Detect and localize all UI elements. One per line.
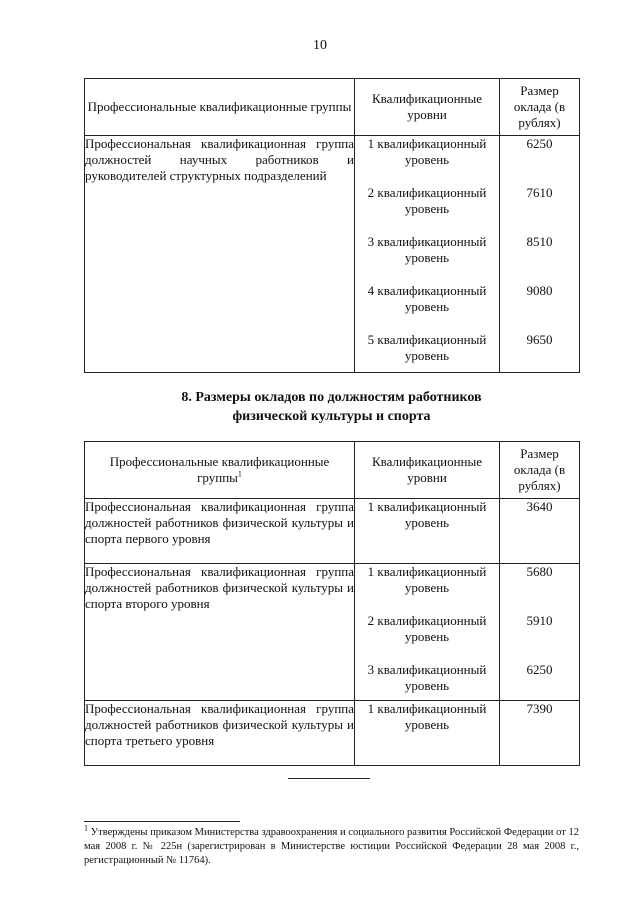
footnote-rule [84, 821, 240, 822]
footnote [84, 823, 579, 868]
table-row [85, 564, 580, 701]
header-group [85, 79, 355, 136]
header-salary [500, 79, 580, 136]
table-header-row [85, 79, 580, 136]
header-level [355, 442, 500, 499]
group-name: Профессиональная квалификационная группа должностей работников физической культуры и спорта второго уровня [85, 564, 354, 611]
level-item: 1 квалификационный уровень [367, 701, 487, 732]
group-name: Профессиональная квалификационная группа должностей работников физической культуры и спорта третьего уровня [85, 701, 354, 748]
header-salary-label: Размер оклада (в рублях) [513, 446, 566, 493]
level-item: 2 квалификационный уровень [367, 185, 487, 216]
section-title [84, 388, 579, 426]
table-row [85, 136, 580, 373]
group-name: Профессиональная квалификационная группа должностей работников физической культуры и спорта первого уровня [85, 499, 354, 546]
level-item: 5 квалификационный уровень [367, 332, 487, 363]
level-item: 1 квалификационный уровень [367, 564, 487, 595]
salary-cell [500, 564, 580, 701]
table-header-row [85, 442, 580, 499]
salary-value: 5680 [526, 564, 553, 579]
level-item: 3 квалификационный уровень [367, 234, 487, 265]
header-group-label: Профессиональные квалификационные группы [109, 454, 330, 485]
page-number: 10 [313, 38, 327, 53]
footnote-text: Утверждены приказом Министерства здравоохранения и социального развития Российской Федерации от 12 мая 2008 г. № 225н (зарегистрирован в Министерстве юстиции Российской Федерации 28 мая 2008 г., регистрационный № 11764). [84, 827, 579, 866]
level-item: 2 квалификационный уровень [367, 613, 487, 644]
header-level [355, 79, 500, 136]
salary-value: 9080 [526, 283, 553, 298]
group-name-cell [85, 701, 355, 766]
salary-table-sport [84, 441, 580, 766]
level-item: 1 квалификационный уровень [367, 499, 487, 530]
section-title-line1: 8. Размеры окладов по должностям работников [181, 390, 482, 405]
group-name-cell [85, 564, 355, 701]
salary-value: 6250 [526, 662, 553, 677]
header-level-label: Квалификационные уровни [371, 91, 483, 122]
salary-value: 8510 [526, 234, 553, 249]
group-name: Профессиональная квалификационная группа должностей научных работников и руководителей структурных подразделений [85, 136, 354, 183]
table-row [85, 499, 580, 564]
salary-value: 3640 [526, 499, 553, 514]
header-level-label: Квалификационные уровни [371, 454, 483, 485]
separator-line [288, 778, 370, 779]
salary-value: 6250 [526, 136, 553, 151]
footnote-number: 1 [84, 823, 88, 833]
salary-value: 7610 [526, 185, 553, 200]
salary-value: 7390 [526, 701, 553, 716]
section-title-line2: физической культуры и спорта [232, 409, 431, 424]
header-group [85, 442, 355, 499]
table-row [85, 701, 580, 766]
level-cell [355, 499, 500, 564]
level-item: 1 квалификационный уровень [367, 136, 487, 167]
salary-cell [500, 136, 580, 373]
footnote-marker: 1 [237, 469, 242, 479]
header-salary-label: Размер оклада (в рублях) [513, 83, 566, 130]
salary-cell [500, 499, 580, 564]
salary-value: 5910 [526, 613, 553, 628]
group-name-cell [85, 499, 355, 564]
header-salary [500, 442, 580, 499]
salary-table-scientific [84, 78, 580, 373]
level-item: 4 квалификационный уровень [367, 283, 487, 314]
level-item: 3 квалификационный уровень [367, 662, 487, 693]
level-cell [355, 136, 500, 373]
level-cell [355, 564, 500, 701]
salary-value: 9650 [526, 332, 553, 347]
header-group-label: Профессиональные квалификационные группы [87, 99, 352, 114]
level-cell [355, 701, 500, 766]
group-name-cell [85, 136, 355, 373]
salary-cell [500, 701, 580, 766]
